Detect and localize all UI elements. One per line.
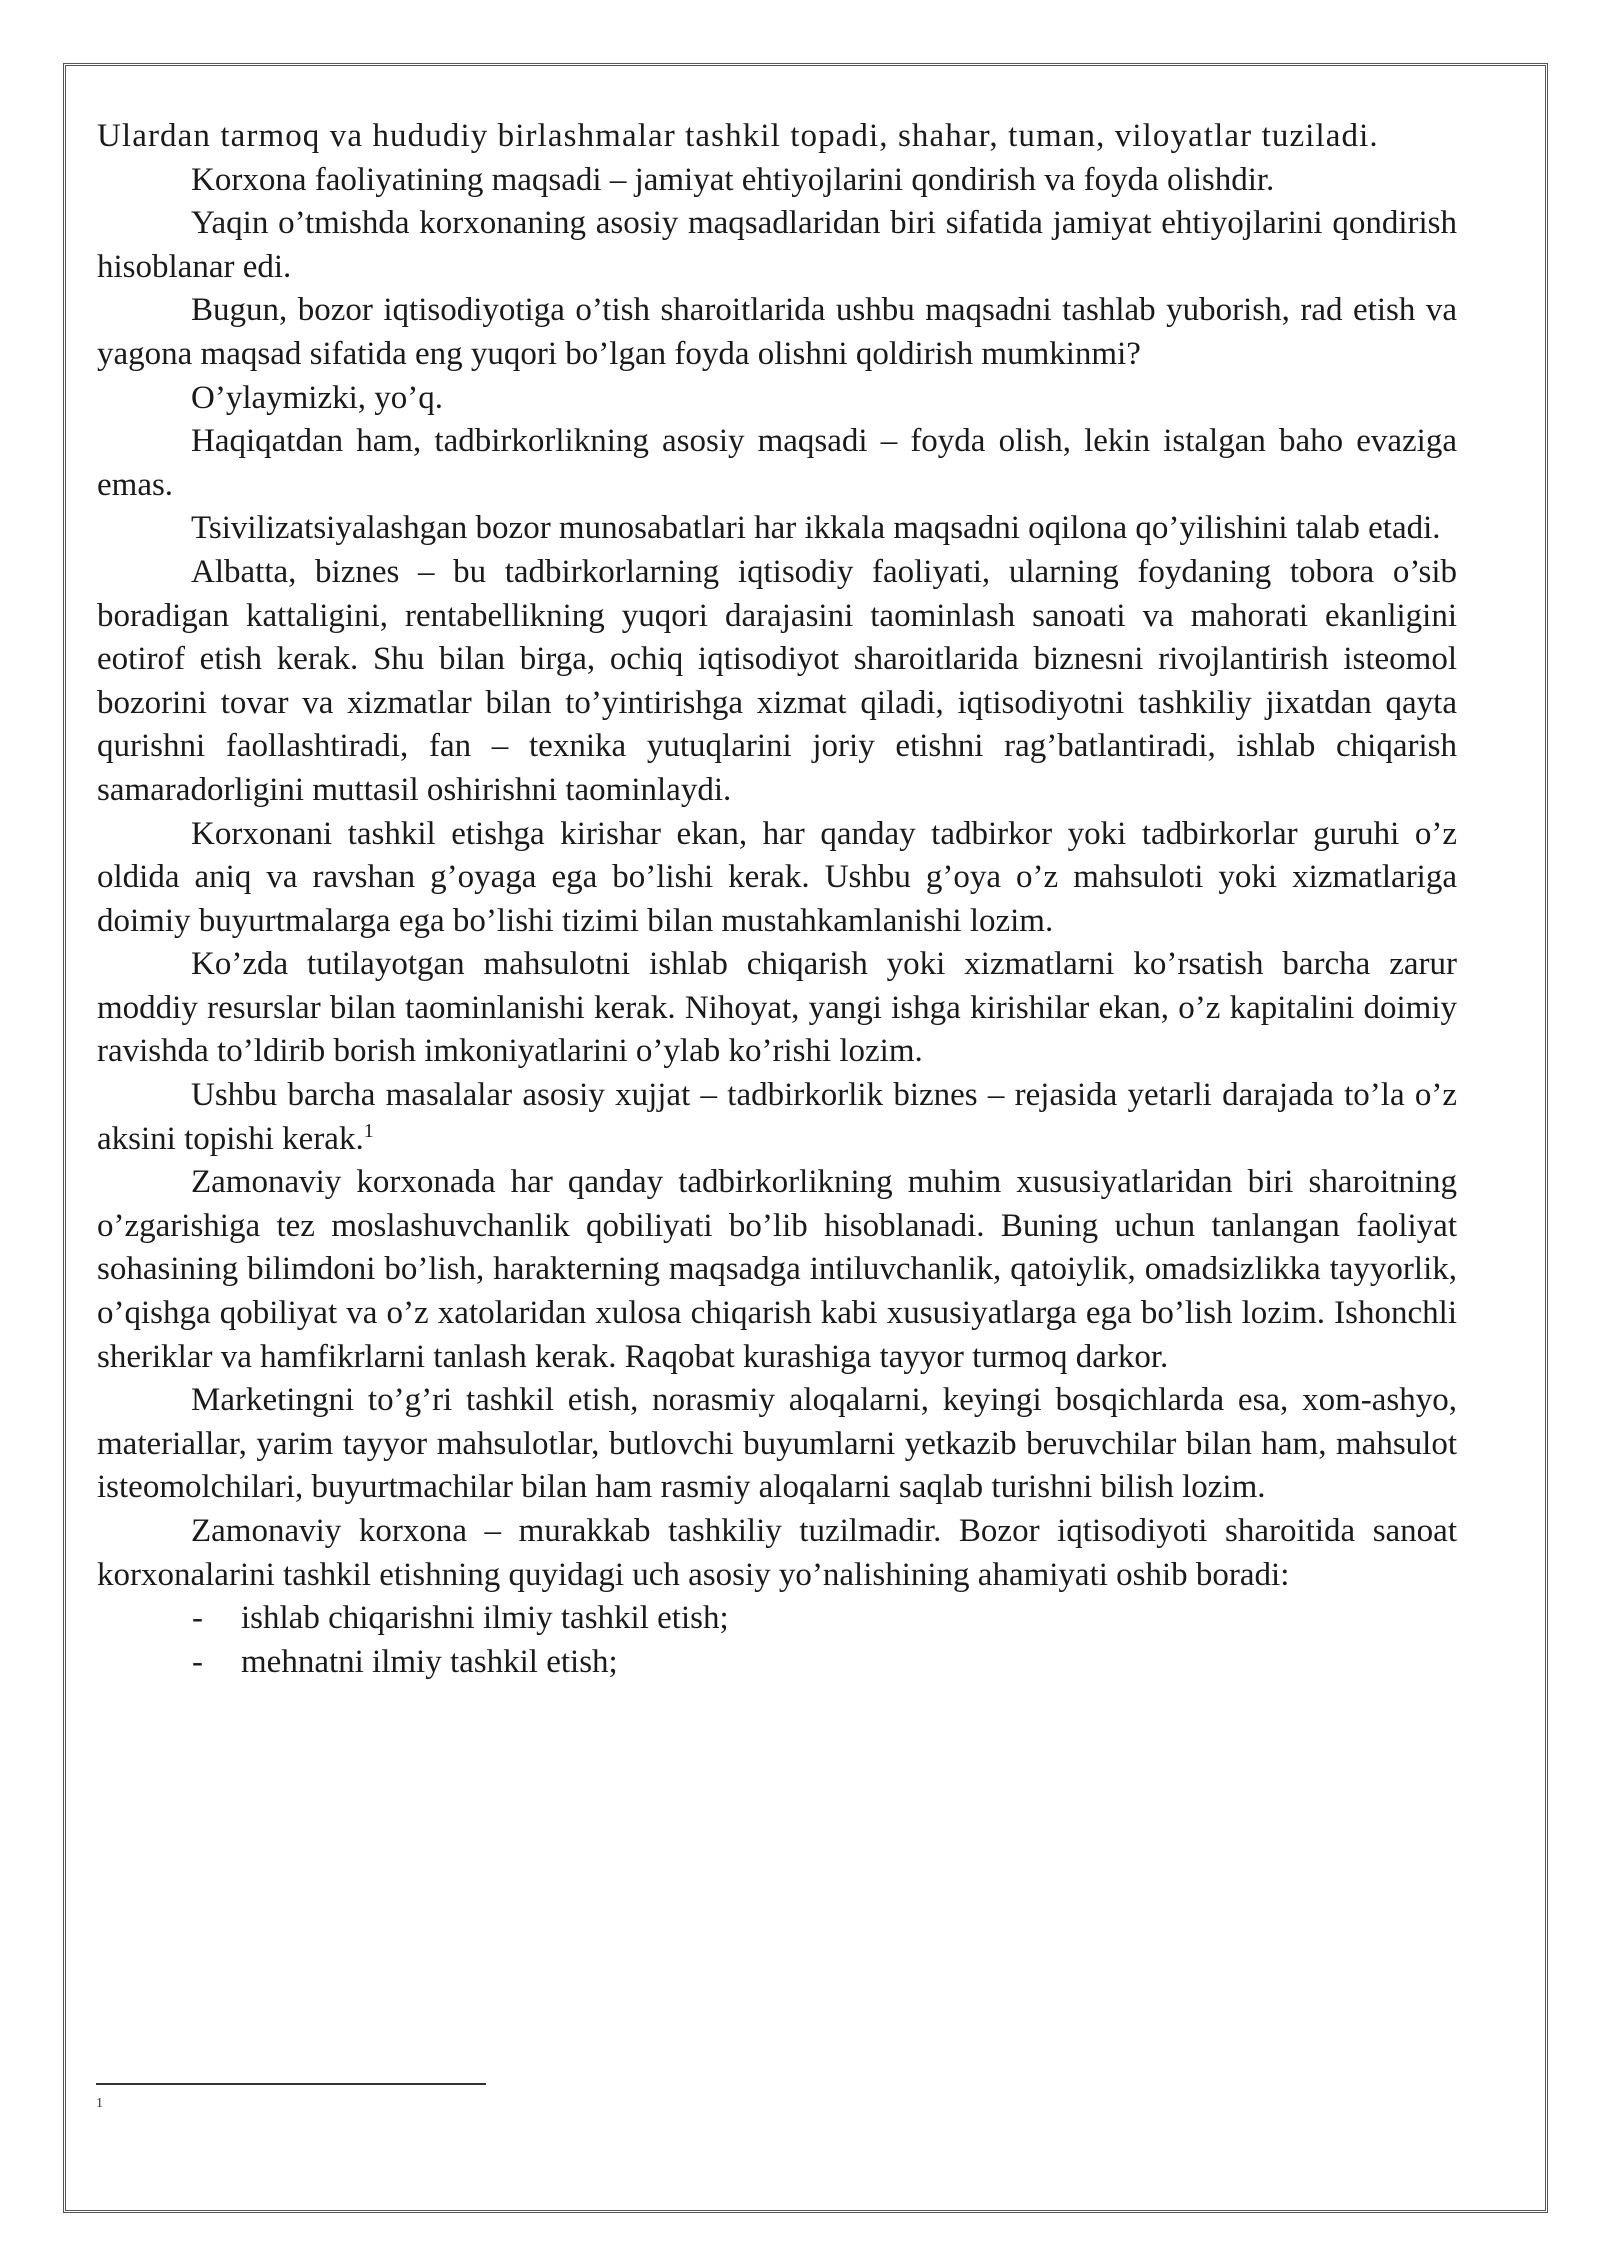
list-item	[97, 1597, 1457, 1641]
footnote-number: 1	[96, 2096, 103, 2111]
paragraph: Ulardan tarmoq va hududiy birlashmalar tashkil topadi, shahar, tuman, viloyatlar tuziladi.	[97, 118, 1379, 154]
bullet-list	[97, 1597, 1457, 1684]
list-marker: -	[192, 1643, 203, 1680]
list-marker: -	[192, 1600, 203, 1637]
paragraph: Korxonani tashkil etishga kirishar ekan, har qanday tadbirkor yoki tadbirkorlar guruhi o’z oldida aniq va ravshan g’oyaga ega bo’lishi kerak. Ushbu g’oya o’z mahsuloti yoki xizmatlariga doimiy buyurtmalarga ega bo’lishi tizimi bilan mustahkamlanishi lozim.	[97, 815, 1457, 939]
paragraph: Korxona faoliyatining maqsadi – jamiyat ehtiyojlarini qondirish va foyda olishdir.	[191, 161, 1275, 198]
paragraph: Bugun, bozor iqtisodiyotiga o’tish sharoitlarida ushbu maqsadni tashlab yuborish, rad etish va yagona maqsad sifatida eng yuqori bo’lgan foyda olishni qoldirish mumkinmi?	[97, 292, 1457, 372]
paragraph: O’ylaymizki, yo’q.	[191, 379, 444, 416]
paragraph-text: Ushbu barcha masalalar asosiy xujjat – tadbirkorlik biznes – rejasida yetarli darajada to’la o’z aksini topishi kerak.	[97, 1077, 1457, 1157]
list-item-text: ishlab chiqarishni ilmiy tashkil etish;	[241, 1600, 729, 1637]
paragraph-with-footnote	[97, 1074, 1457, 1161]
list-item-text: mehnatni ilmiy tashkil etish;	[241, 1643, 618, 1680]
footnote-reference[interactable]: 1	[363, 1119, 374, 1142]
paragraph: Ko’zda tutilayotgan mahsulotni ishlab chiqarish yoki xizmatlarni ko’rsatish barcha zarur moddiy resurslar bilan taominlanishi kerak. Nihoyat, yangi ishga kirishilar ekan, o’z kapitalini doimiy ravishda to’ldirib borish imkoniyatlarini o’ylab ko’rishi lozim.	[97, 946, 1457, 1070]
paragraph: Zamonaviy korxona – murakkab tashkiliy tuzilmadir. Bozor iqtisodiyoti sharoitida sanoat korxonalarini tashkil etishning quyidagi uch asosiy yo’nalishining ahamiyati oshib boradi:	[97, 1513, 1457, 1593]
paragraph: Marketingni to’g’ri tashkil etish, norasmiy aloqalarni, keyingi bosqichlarda esa, xom-ashyo, materiallar, yarim tayyor mahsulotlar, butlovchi buyumlarni yetkazib beruvchilar bilan ham, mahsulot isteomolchilari, buyurtmachilar bilan ham rasmiy aloqalarni saqlab turishni bilish lozim.	[97, 1382, 1457, 1506]
document-body	[97, 115, 1457, 1684]
paragraph: Haqiqatdan ham, tadbirkorlikning asosiy maqsadi – foyda olish, lekin istalgan baho evaziga emas.	[97, 423, 1457, 503]
paragraph: Zamonaviy korxonada har qanday tadbirkorlikning muhim xususiyatlaridan biri sharoitning o’zgarishiga tez moslashuvchanlik qobiliyati bo’lib hisoblanadi. Buning uchun tanlangan faoliyat sohasining bilimdoni bo’lish, harakterning maqsadga intiluvchanlik, qatoiylik, omadsizlikka tayyorlik, o’qishga qobiliyat va o’z xatolaridan xulosa chiqarish kabi xususiyatlarga ega bo’lish lozim. Ishonchli sheriklar va hamfikrlarni tanlash kerak. Raqobat kurashiga tayyor turmoq darkor.	[97, 1164, 1457, 1375]
list-item	[97, 1641, 1457, 1685]
paragraph: Yaqin o’tmishda korxonaning asosiy maqsadlaridan biri sifatida jamiyat ehtiyojlarini qondirish hisoblanar edi.	[97, 205, 1457, 285]
footnote-separator	[96, 2083, 486, 2085]
paragraph: Tsivilizatsiyalashgan bozor munosabatlari har ikkala maqsadni oqilona qo’yilishini talab etadi.	[191, 510, 1441, 547]
paragraph: Albatta, biznes – bu tadbirkorlarning iqtisodiy faoliyati, ularning foydaning tobora o’sib boradigan kattaligini, rentabellikning yuqori darajasini taominlash sanoati va mahorati ekanligini eotirof etish kerak. Shu bilan birga, ochiq iqtisodiyot sharoitlarida biznesni rivojlantirish isteomol bozorini tovar va xizmatlar bilan to’yintirishga xizmat qiladi, iqtisodiyotni tashkiliy jixatdan qayta qurishni faollashtiradi, fan – texnika yutuqlarini joriy etishni rag’batlantiradi, ishlab chiqarish samaradorligini muttasil oshirishni taominlaydi.	[97, 553, 1457, 808]
